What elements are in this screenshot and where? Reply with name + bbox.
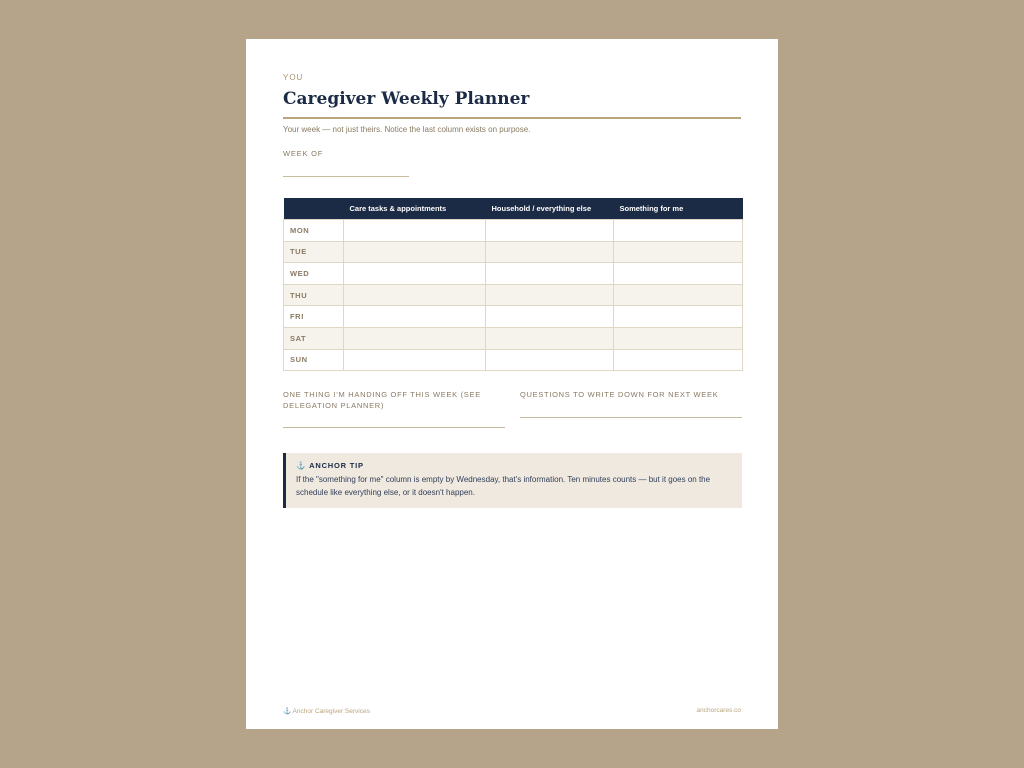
page-title: Caregiver Weekly Planner [283,89,530,109]
table-row [284,284,743,306]
footer-brand [283,707,370,715]
questions-label: QUESTIONS TO WRITE DOWN FOR NEXT WEEK [520,390,719,399]
day-label: WED [284,263,344,285]
something-for-me-cell[interactable] [614,306,743,328]
questions-field[interactable] [520,417,742,418]
something-for-me-cell[interactable] [614,327,743,349]
something-for-me-cell[interactable] [614,284,743,306]
care-tasks-cell[interactable] [344,220,486,242]
table-row [284,220,743,242]
table-header-row [284,198,743,220]
tip-heading-row [296,461,732,470]
column-header-care-tasks: Care tasks & appointments [344,198,486,220]
household-cell[interactable] [486,220,614,242]
table-row [284,263,743,285]
something-for-me-cell[interactable] [614,241,743,263]
table-row [284,327,743,349]
day-label: MON [284,220,344,242]
care-tasks-cell[interactable] [344,327,486,349]
column-header-household: Household / everything else [486,198,614,220]
care-tasks-cell[interactable] [344,284,486,306]
week-of-label: WEEK OF [283,149,324,158]
tip-heading: ANCHOR TIP [309,461,364,470]
day-label: THU [284,284,344,306]
tip-body: If the "something for me" column is empty by Wednesday, that's information. Ten minutes counts — but it goes on the schedule like everything else, or it doesn't happen. [296,475,711,497]
anchor-icon: ⚓ [283,708,292,715]
something-for-me-cell[interactable] [614,220,743,242]
footer-website: anchorcares.co [696,707,741,714]
table-row [284,349,743,371]
column-header-day [284,198,344,220]
section-eyebrow: YOU [283,73,304,82]
handoff-field[interactable] [283,427,505,428]
table-row [284,241,743,263]
household-cell[interactable] [486,349,614,371]
care-tasks-cell[interactable] [344,241,486,263]
handoff-label: ONE THING I'M HANDING OFF THIS WEEK (SEE DELEGATION PLANNER) [283,390,481,410]
something-for-me-cell[interactable] [614,349,743,371]
household-cell[interactable] [486,306,614,328]
household-cell[interactable] [486,241,614,263]
household-cell[interactable] [486,284,614,306]
care-tasks-cell[interactable] [344,263,486,285]
week-of-field[interactable] [283,176,409,177]
page-subtitle: Your week — not just theirs. Notice the last column exists on purpose. [283,125,531,134]
footer-brand-text: Anchor Caregiver Services [292,708,370,715]
planner-page [246,39,778,729]
anchor-icon: ⚓ [296,461,307,470]
day-label: FRI [284,306,344,328]
anchor-tip-callout [283,453,742,508]
household-cell[interactable] [486,327,614,349]
day-label: TUE [284,241,344,263]
something-for-me-cell[interactable] [614,263,743,285]
title-divider [283,117,741,119]
household-cell[interactable] [486,263,614,285]
column-header-something-for-me: Something for me [614,198,743,220]
care-tasks-cell[interactable] [344,349,486,371]
table-row [284,306,743,328]
care-tasks-cell[interactable] [344,306,486,328]
weekly-planner-table [283,198,743,371]
day-label: SUN [284,349,344,371]
day-label: SAT [284,327,344,349]
table-body [284,220,743,371]
